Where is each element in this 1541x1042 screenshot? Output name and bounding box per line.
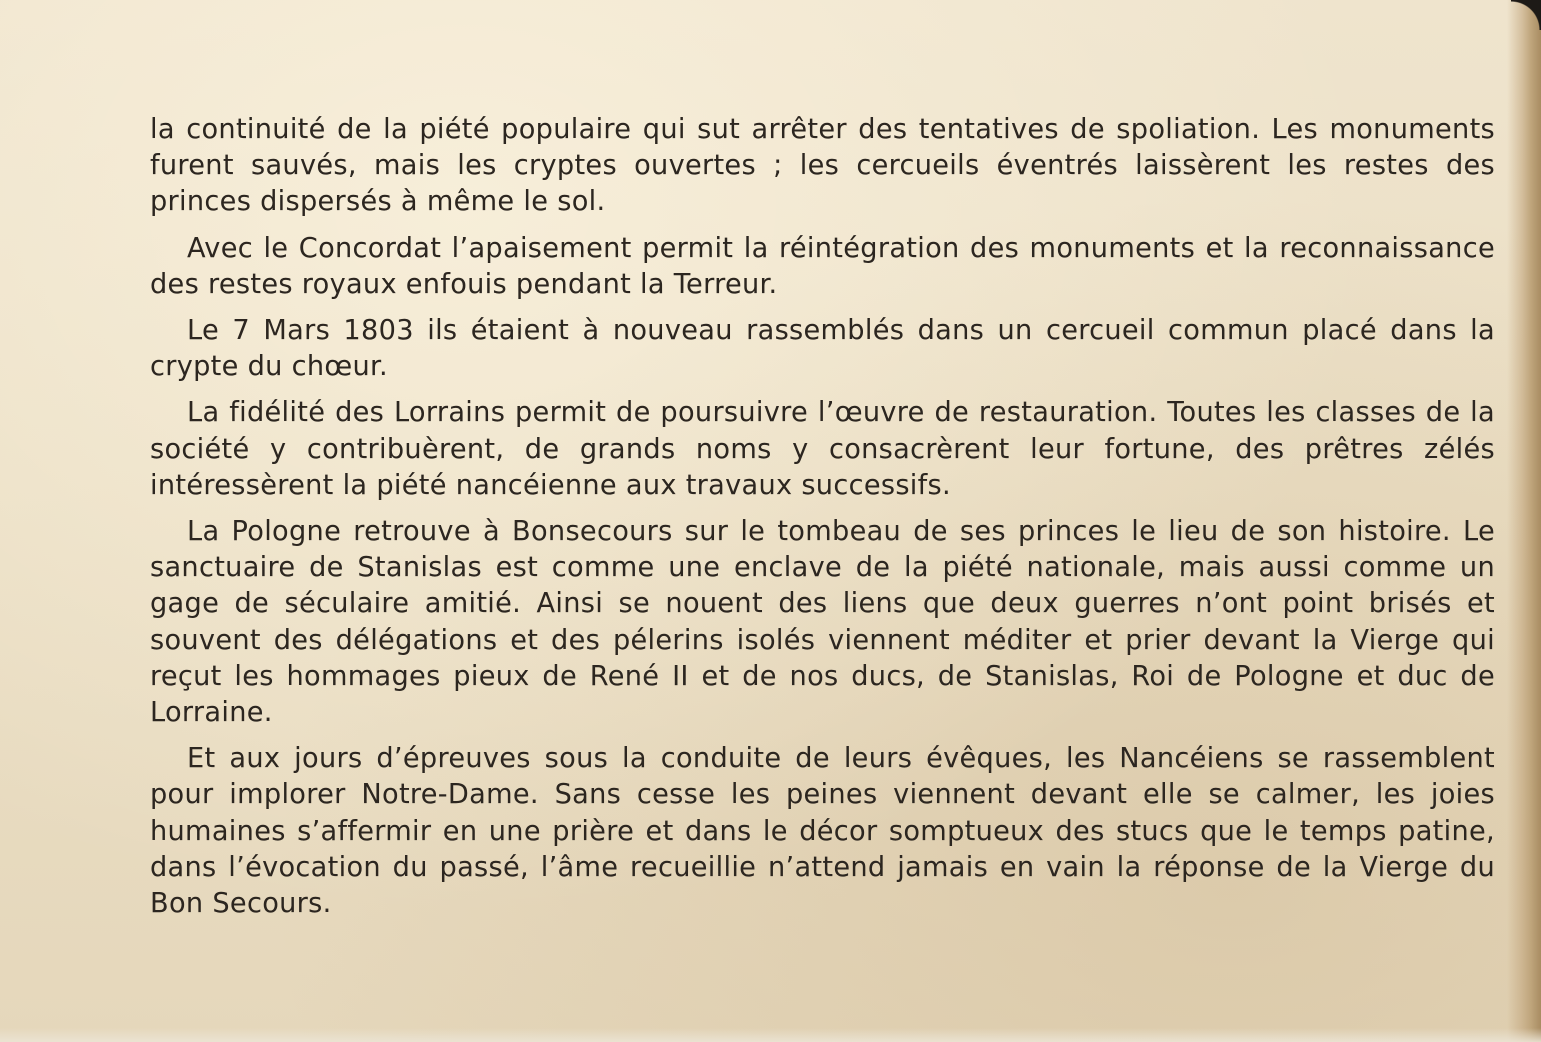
- paragraph-continuation: la continuité de la piété populaire qui sut arrêter des tentatives de spoliation. Les monuments furent sauvés, mais les cryptes ouvertes ; les cercueils éventrés laissèrent les restes des princes dispersés à même le sol.: [150, 114, 1495, 218]
- paragraph-march-1803: Le 7 Mars 1803 ils étaient à nouveau rassemblés dans un cercueil commun placé dans la crypte du chœur.: [150, 315, 1495, 383]
- page-spine-shadow: [1507, 0, 1541, 1042]
- page-rounded-corner: [1511, 0, 1541, 30]
- paragraph-concordat: Avec le Concordat l’apaisement permit la réintégration des monuments et la reconnaissance des restes royaux enfouis pendant la Terreur.: [150, 232, 1495, 300]
- page-bottom-edge: [0, 1028, 1541, 1042]
- body-text: [150, 112, 1495, 932]
- paragraph-notre-dame: Et aux jours d’épreuves sous la conduite de leurs évêques, les Nancéiens se rassemblent pour implorer Notre-Dame. Sans cesse les peines viennent devant elle se calmer, les joies humaines s’affermir en une prière et dans le décor somptueux des stucs que le temps patine, dans l’évocation du passé, l’âme recueillie n’attend jamais en vain la réponse de la Vierge du Bon Secours.: [150, 743, 1495, 920]
- paragraph-restoration: La fidélité des Lorrains permit de poursuivre l’œuvre de restauration. Toutes les classes de la société y contribuèrent, de grands noms y consacrèrent leur fortune, des prêtres zélés intéressèrent la piété nancéienne aux travaux successifs.: [150, 397, 1495, 501]
- paragraph-poland: La Pologne retrouve à Bonsecours sur le tombeau de ses princes le lieu de son histoire. Le sanctuaire de Stanislas est comme une enclave de la piété nationale, mais aussi comme un gage de séculaire amitié. Ainsi se nouent des liens que deux guerres n’ont point brisés et souvent des délégations et des pélerins isolés viennent méditer et prier devant la Vierge qui reçut les hommages pieux de René II et de nos ducs, de Stanislas, Roi de Pologne et duc de Lorraine.: [150, 516, 1495, 729]
